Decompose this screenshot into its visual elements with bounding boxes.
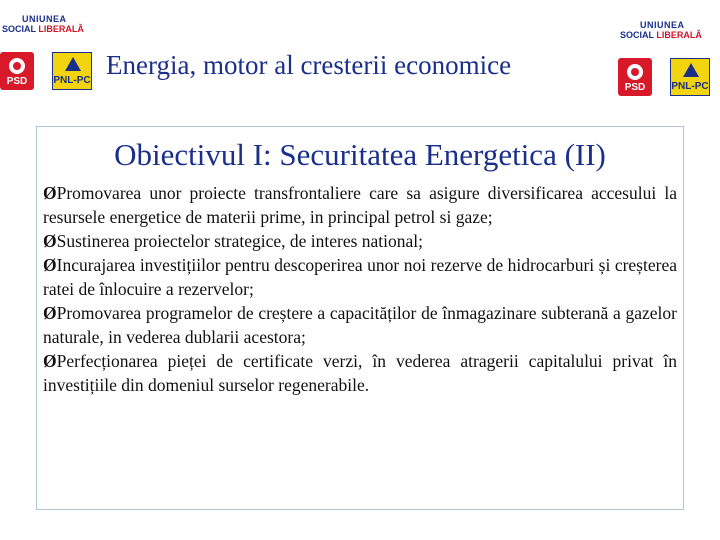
rose-icon — [9, 58, 25, 74]
pnl-pc-label: PNL-PC — [53, 75, 91, 86]
section-title: Obiectivul I: Securitatea Energetica (II) — [114, 137, 606, 172]
bullet-item — [43, 349, 677, 397]
bullet-item — [43, 253, 677, 301]
union-logo-liberala: LIBERALĂ — [38, 24, 84, 34]
union-logo-line1: UNIUNEA — [640, 20, 685, 30]
bullet-text: Promovarea unor proiecte transfrontaliere care sa asigure diversificarea accesului la resursele energetice de materii prime, in principal petrol si gaze; — [43, 183, 677, 227]
union-logo-liberala: LIBERALĂ — [656, 30, 702, 40]
bullet-text: Perfecționarea pieței de certificate verzi, în vederea atragerii capitalului privat în investițiile din domeniul surselor regenerabile. — [43, 351, 677, 395]
psd-logo — [618, 58, 652, 96]
union-logo-line1: UNIUNEA — [22, 14, 67, 24]
pnl-pc-logo — [52, 52, 92, 90]
bullet-item — [43, 229, 677, 253]
union-logo-line2 — [2, 24, 84, 34]
rose-icon — [627, 64, 643, 80]
page-title: Energia, motor al cresterii economice — [106, 50, 512, 80]
bullet-text: Incurajarea investițiilor pentru descoperirea unor noi rezerve de hidrocarburi și creșterea ratei de înlocuire a rezervelor; — [43, 255, 677, 299]
arrow-icon — [65, 57, 81, 71]
usl-logo-left — [0, 12, 100, 92]
pnl-pc-logo — [670, 58, 710, 96]
union-logo-line2 — [620, 30, 702, 40]
bullet-arrow-icon: Ø — [43, 303, 57, 323]
bullet-arrow-icon: Ø — [43, 255, 57, 275]
bullet-arrow-icon: Ø — [43, 351, 57, 371]
union-logo-social: SOCIAL — [2, 24, 36, 34]
bullet-arrow-icon: Ø — [43, 183, 57, 203]
union-logo-social: SOCIAL — [620, 30, 654, 40]
psd-logo — [0, 52, 34, 90]
bullet-arrow-icon: Ø — [43, 231, 57, 251]
bullet-text: Promovarea programelor de creștere a capacităților de înmagazinare subterană a gazelor naturale, in vederea dublarii acestora; — [43, 303, 677, 347]
bullet-item — [43, 301, 677, 349]
bullet-list — [43, 181, 677, 397]
pnl-pc-label: PNL-PC — [671, 81, 709, 92]
usl-logo-right — [618, 18, 718, 98]
bullet-item — [43, 181, 677, 229]
psd-label: PSD — [624, 82, 646, 93]
content-box — [36, 126, 684, 510]
psd-label: PSD — [6, 76, 28, 87]
bullet-text: Sustinerea proiectelor strategice, de interes national; — [56, 231, 424, 251]
arrow-icon — [683, 63, 699, 77]
